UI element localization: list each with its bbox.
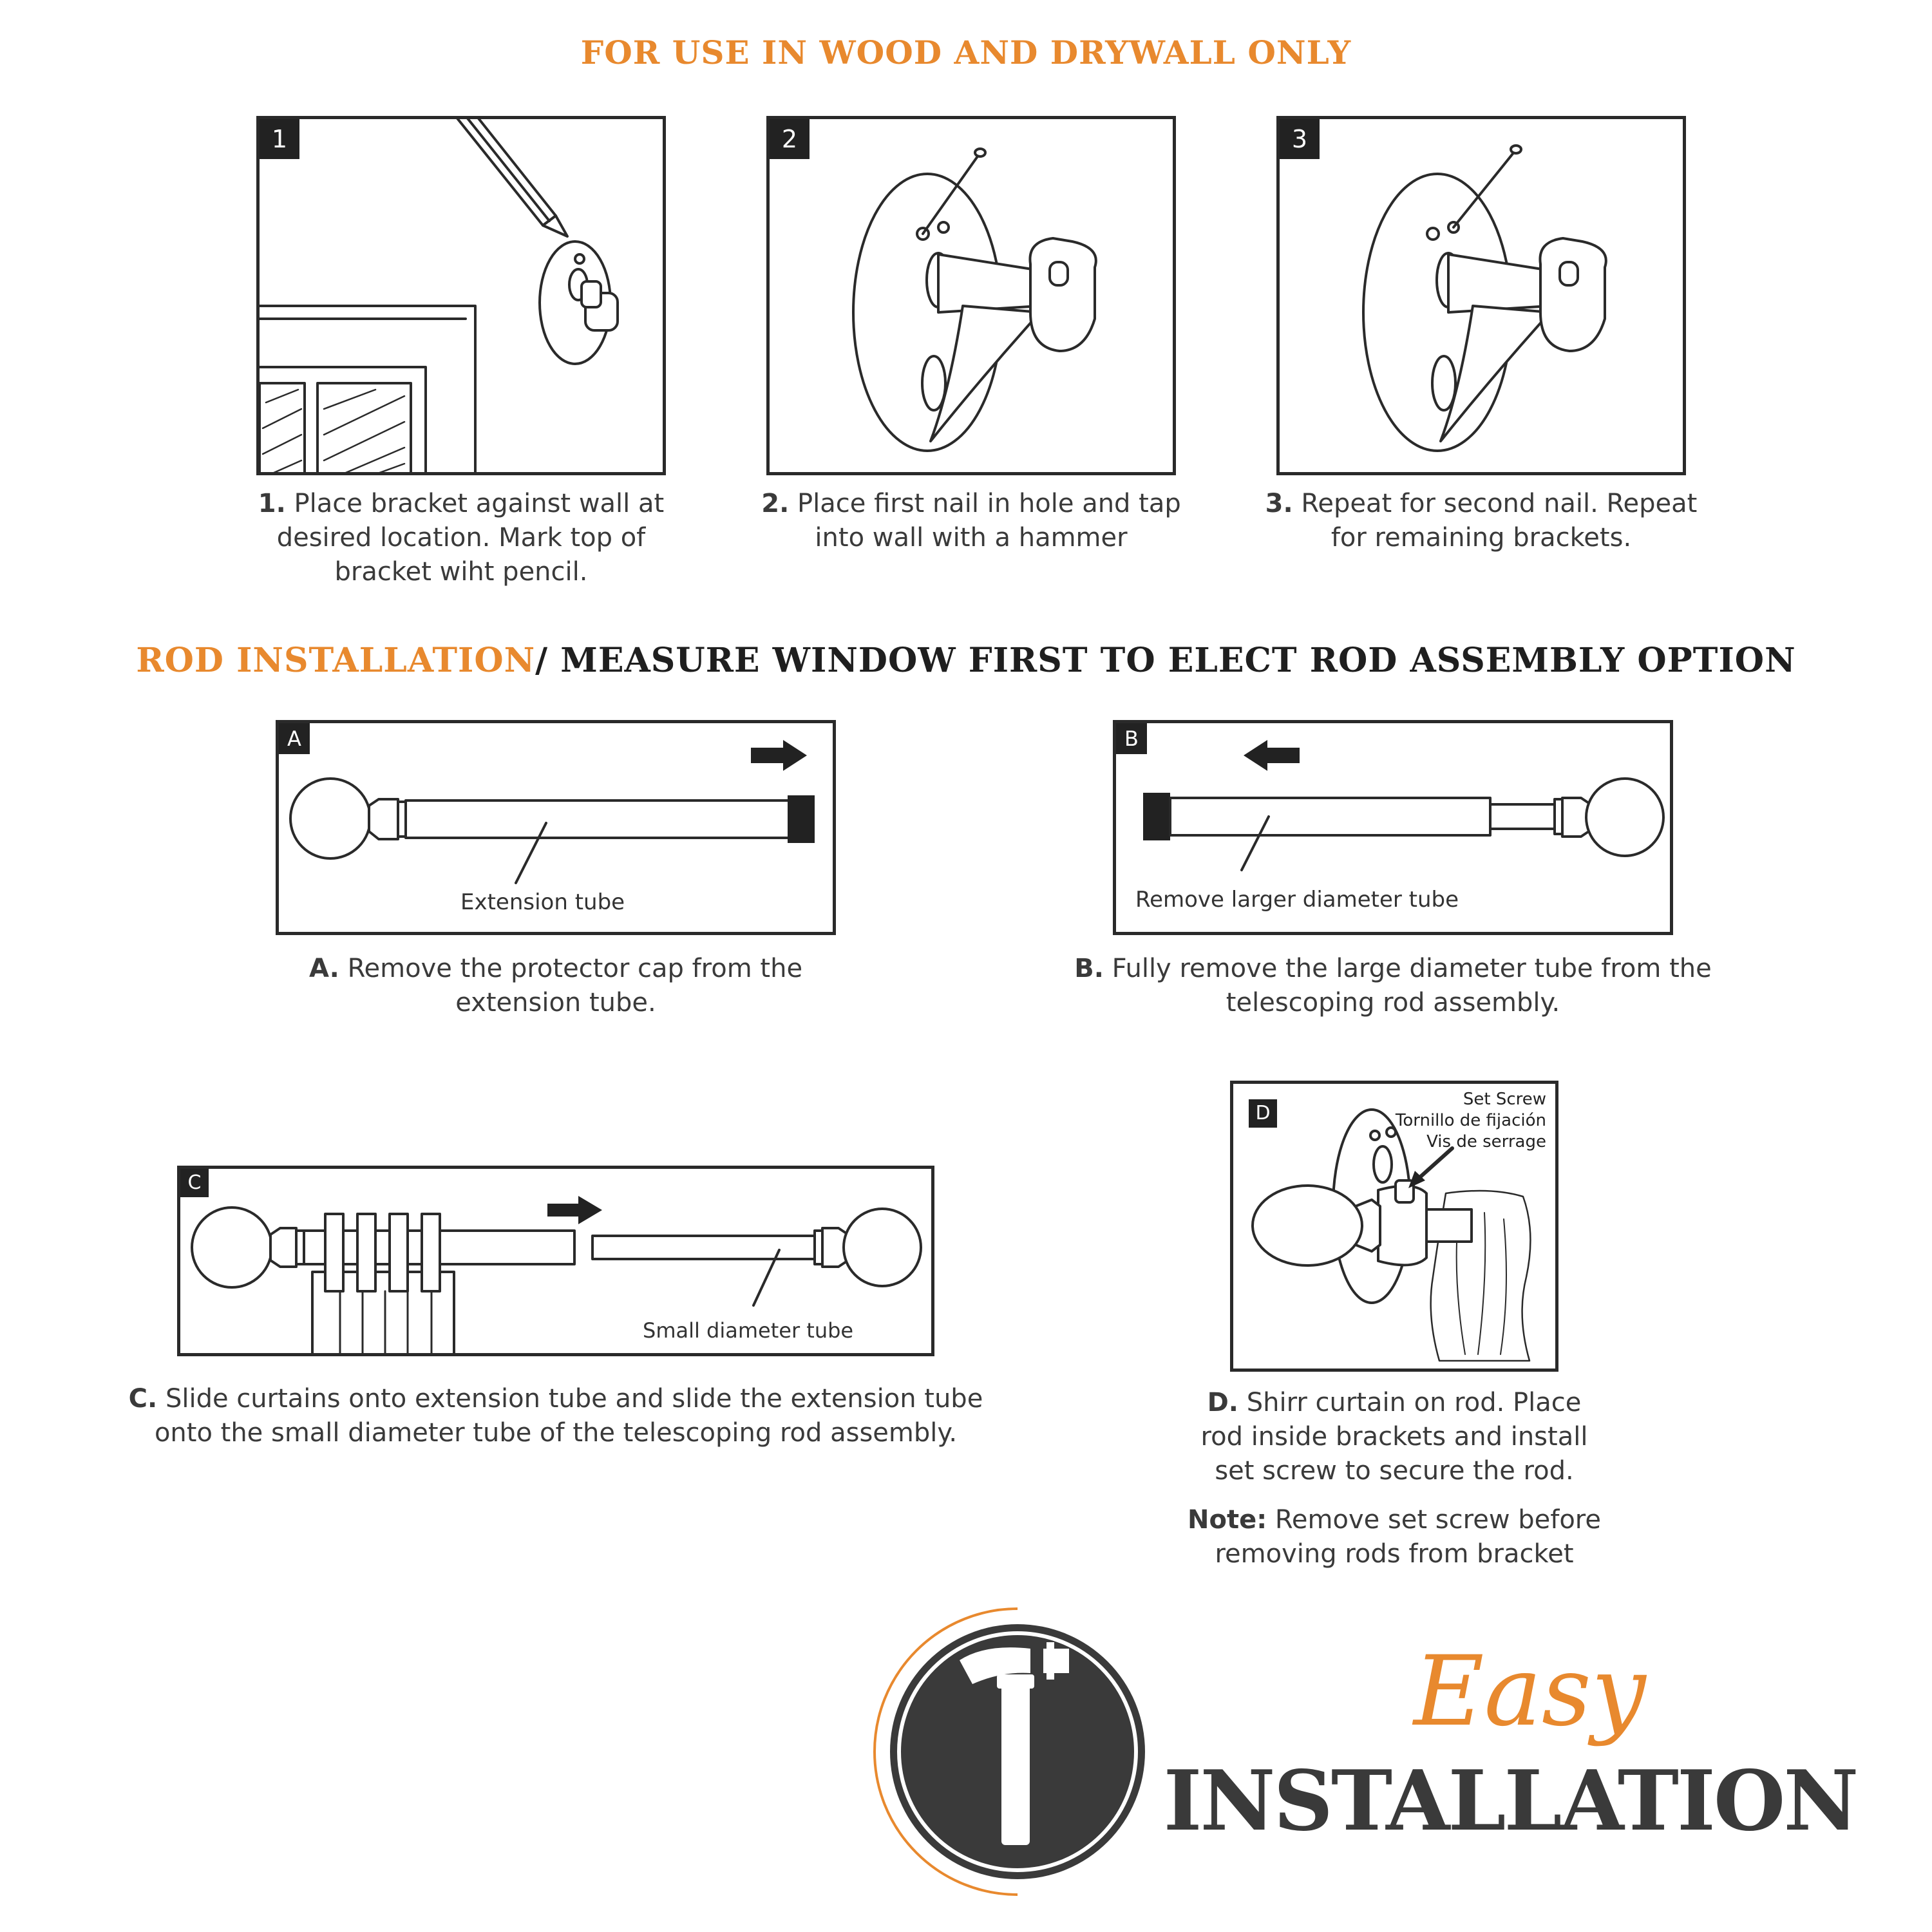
step-1-caption-text: Place bracket against wall at desired location. Mark top of bracket wiht pencil. [276, 489, 665, 587]
panel-d-note-text: Remove set screw before removing rods from bracket [1215, 1505, 1601, 1569]
panel-a-label: Extension tube [460, 889, 625, 915]
rod-heading-dark: / MEASURE WINDOW FIRST TO ELECT ROD ASSEMBLY OPTION [535, 641, 1796, 680]
step-2-number: 2 [770, 119, 810, 159]
set-screw-fr: Vis de serrage [1426, 1132, 1546, 1151]
step-1-caption [256, 487, 666, 589]
step-1-panel [256, 116, 666, 475]
panel-b-caption-text: Fully remove the large diameter tube from the telescoping rod assembly. [1112, 954, 1712, 1018]
rod-installation-heading [0, 641, 1932, 680]
panel-d [1230, 1081, 1558, 1372]
step-3-caption-text: Repeat for second nail. Repeat for remaining brackets. [1301, 489, 1698, 553]
step-2-panel [766, 116, 1176, 475]
panel-a-caption-text: Remove the protector cap from the extension tube. [347, 954, 803, 1018]
panel-b [1113, 720, 1673, 935]
panel-a-caption [250, 952, 862, 1020]
panel-c [177, 1166, 934, 1356]
step-1-caption-number: 1. [258, 489, 286, 518]
panel-d-caption-letter: D. [1207, 1388, 1238, 1417]
panel-d-letter: D [1249, 1099, 1277, 1128]
step-2-caption [741, 487, 1202, 555]
panel-c-caption [116, 1382, 996, 1450]
pencil-mark-illustration [260, 119, 666, 475]
first-nail-illustration [770, 119, 1176, 475]
easy-installation-badge [869, 1604, 1900, 1900]
set-screw-en: Set Screw [1463, 1090, 1546, 1109]
rod-heading-orange: ROD INSTALLATION [136, 641, 536, 680]
panel-c-caption-text: Slide curtains onto extension tube and slide the extension tube onto the small diameter tube of the telescoping rod assembly. [154, 1384, 983, 1448]
panel-b-caption [1071, 952, 1715, 1020]
panel-c-label: Small diameter tube [643, 1318, 854, 1343]
panel-d-caption-text: Shirr curtain on rod. Place rod inside brackets and install set screw to secure the rod. [1200, 1388, 1588, 1486]
step-3-panel [1276, 116, 1686, 475]
badge-easy-text: Easy [1414, 1636, 1646, 1748]
page-title: FOR USE IN WOOD AND DRYWALL ONLY [580, 33, 1352, 71]
panel-a-caption-letter: A. [308, 954, 339, 983]
badge-installation-text: INSTALLATION [1163, 1753, 1857, 1850]
panel-d-note-label: Note: [1188, 1505, 1267, 1535]
panel-d-note [1185, 1503, 1604, 1571]
set-screw-label [1396, 1089, 1546, 1153]
panel-b-caption-letter: B. [1074, 954, 1104, 983]
panel-b-label: Remove larger diameter tube [1135, 887, 1459, 913]
step-2-caption-text: Place first nail in hole and tap into wall with a hammer [797, 489, 1181, 553]
panel-d-caption [1185, 1386, 1604, 1488]
panel-c-letter: C [180, 1169, 209, 1197]
panel-a-letter: A [279, 723, 310, 754]
step-2-caption-number: 2. [761, 489, 790, 518]
panel-b-letter: B [1116, 723, 1147, 754]
set-screw-es: Tornillo de fijación [1395, 1111, 1546, 1130]
hammer-icon [869, 1604, 1166, 1900]
panel-a [276, 720, 836, 935]
second-nail-illustration [1280, 119, 1686, 475]
step-3-caption [1264, 487, 1699, 555]
step-1-number: 1 [260, 119, 299, 159]
step-3-caption-number: 3. [1265, 489, 1293, 518]
panel-c-caption-letter: C. [128, 1384, 158, 1414]
step-3-number: 3 [1280, 119, 1320, 159]
